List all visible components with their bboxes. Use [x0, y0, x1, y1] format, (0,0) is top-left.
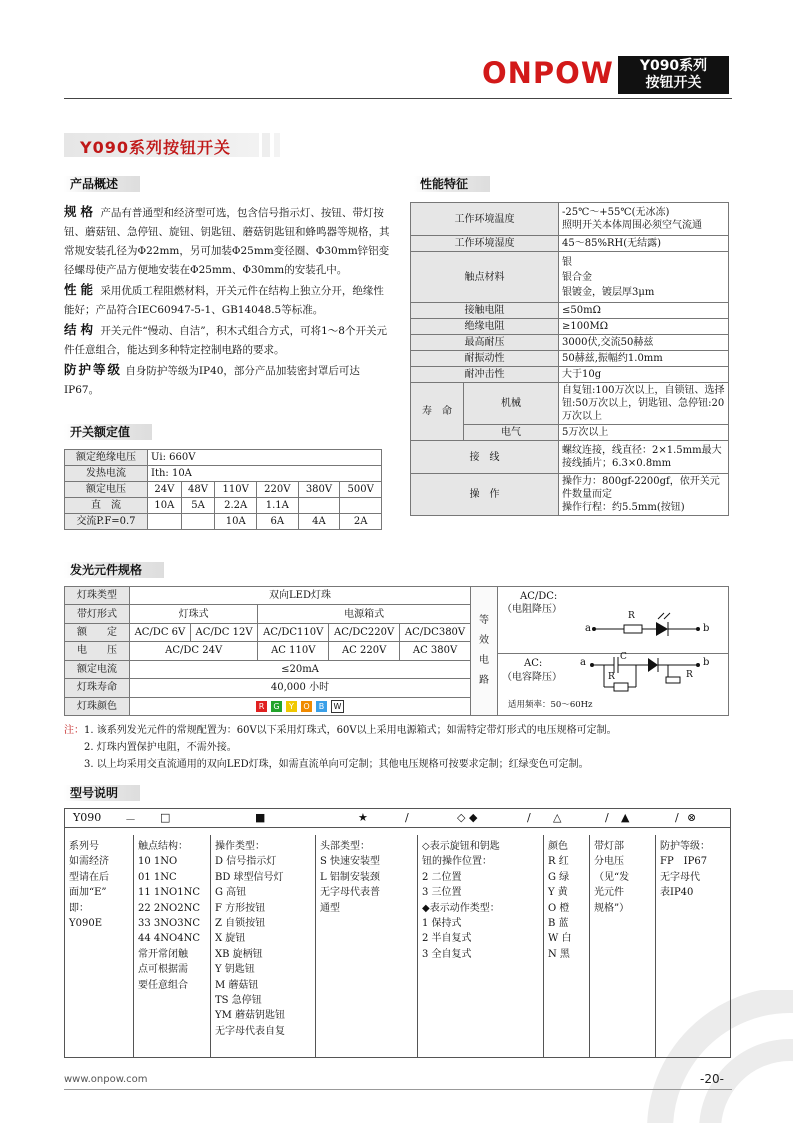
- model-line: 系列号: [69, 841, 99, 852]
- model-column: [65, 835, 133, 1057]
- model-line: 如需经济: [69, 856, 109, 868]
- cell: 操作力：800gf-2200gf，依开关元件数量而定 操作行程：约5.5mm(按钮): [559, 474, 729, 516]
- cell: 额定电流: [65, 660, 130, 678]
- color-swatch: B: [316, 701, 327, 712]
- model-line: 触点结构：: [138, 841, 188, 852]
- model-line: 型请在后: [69, 871, 109, 883]
- cell: AC/DC 6V: [130, 623, 191, 641]
- model-line: XB 旋柄钮: [215, 948, 263, 960]
- cell: 110V: [215, 482, 257, 498]
- model-line: 22 2NO2NC: [138, 902, 200, 914]
- code-symbol: Y090: [73, 811, 102, 824]
- series-line2: 按钮开关: [645, 75, 702, 91]
- circuit-1-b: b: [703, 623, 710, 634]
- model-line: F 方形按钮: [215, 902, 266, 914]
- cell: Ui: 660V: [148, 450, 382, 466]
- item-label: 规格: [64, 204, 98, 219]
- code-symbol: ★: [358, 811, 368, 824]
- model-line: 带灯部: [594, 841, 624, 852]
- code-symbol: /: [675, 811, 679, 824]
- note-text: 1. 该系列发光元件的常规配置为：60V以下采用灯珠式，60V以上采用电源箱式；如需特定带灯形式的电压规格可定制。: [84, 725, 617, 736]
- cell: 接触电阻: [411, 303, 559, 319]
- overview-item: [64, 320, 390, 360]
- cell: 交流P.F=0.7: [65, 514, 148, 530]
- code-symbol: /: [405, 811, 409, 824]
- model-line: N 黑: [548, 948, 570, 960]
- model-line: 头部类型：: [320, 841, 370, 852]
- code-symbol: ■: [255, 811, 266, 824]
- cell: 220V: [257, 482, 299, 498]
- cell: 接 线: [411, 441, 559, 474]
- cell: 500V: [340, 482, 382, 498]
- freq-note: 适用频率：50～60Hz: [508, 700, 593, 710]
- cell: AC/DC220V: [329, 623, 400, 641]
- cell: 发热电流: [65, 466, 148, 482]
- model-line: S 快速安装型: [320, 856, 381, 868]
- model-line: G 绿: [548, 871, 570, 883]
- resistor-led-circuit: [588, 607, 718, 647]
- model-line: 2 二位置: [422, 871, 462, 883]
- cell: AC/DC 12V: [190, 623, 258, 641]
- circuit-1-title: AC/DC:: [520, 591, 558, 602]
- cell: 螺纹连接，线直径：2×1.5mm最大 接线插片；6.3×0.8mm: [559, 441, 729, 474]
- model-line: 表IP40: [660, 887, 694, 899]
- cell: 5万次以上: [559, 425, 729, 441]
- cell: 6A: [257, 514, 299, 530]
- model-line: D 信号指示灯: [215, 856, 277, 868]
- model-line: 操作类型：: [215, 841, 265, 852]
- cell: [340, 498, 382, 514]
- code-symbol: ▲: [621, 811, 630, 824]
- cell: 灯珠颜色: [65, 697, 130, 715]
- model-line: 2 半自复式: [422, 933, 472, 945]
- model-line: G 高钮: [215, 887, 247, 899]
- model-line: W 白: [548, 933, 572, 945]
- model-line: BD 球型信号灯: [215, 871, 284, 883]
- model-line: Y 钥匙钮: [215, 964, 255, 976]
- footer-url[interactable]: www.onpow.com: [64, 1074, 148, 1085]
- model-line: 钮的操作位置：: [422, 856, 492, 868]
- code-symbol: /: [605, 811, 609, 824]
- model-line: 点可根据需: [138, 964, 188, 976]
- cell: 触点材料: [411, 252, 559, 303]
- item-text: 自身防护等级为IP40，部分产品加装密封罩后可达IP67。: [64, 365, 360, 396]
- model-line: 分电压: [594, 856, 624, 868]
- title-bar-accent: [262, 133, 270, 157]
- circuit-2-b: b: [703, 657, 710, 668]
- cell: 45～85%RH(无结露): [559, 236, 729, 252]
- cell: ≥100MΩ: [559, 319, 729, 335]
- circuit-1-r: R: [628, 611, 635, 621]
- cell: 10A: [148, 498, 182, 514]
- model-line: 无字母代表普: [320, 887, 380, 899]
- cell: Ith: 10A: [148, 466, 382, 482]
- model-line: M 蘑菇钮: [215, 979, 259, 991]
- circuit-2-title: AC:: [524, 658, 543, 669]
- cell: 40,000 小时: [130, 679, 471, 697]
- cell: 机械: [464, 383, 559, 425]
- model-line: 防护等级：: [660, 841, 710, 852]
- model-column: [210, 835, 315, 1057]
- model-line: Y 黄: [548, 887, 568, 899]
- model-line: O 橙: [548, 902, 570, 914]
- code-symbol: －: [125, 813, 136, 826]
- note-prefix: 注：: [64, 725, 84, 736]
- item-text: 采用优质工程阻燃材料，开关元件在结构上独立分开，绝缘性能好；产品符合IEC60947-5-1、GB14048.5等标准。: [64, 285, 384, 316]
- cell: AC 380V: [400, 642, 471, 660]
- cell: 耐振动性: [411, 351, 559, 367]
- circuit-2: [498, 653, 728, 715]
- cell: 3000伏,交流50赫兹: [559, 335, 729, 351]
- item-label: 防护等级: [64, 362, 123, 377]
- code-symbol: □: [160, 811, 171, 824]
- cell: 大于10g: [559, 367, 729, 383]
- code-symbol: △: [553, 811, 562, 824]
- model-line: X 旋钮: [215, 933, 246, 945]
- series-line1: Y090系列: [639, 58, 708, 74]
- model-line: 3 三位置: [422, 887, 462, 899]
- cell: ≤50mΩ: [559, 303, 729, 319]
- model-column: [315, 835, 417, 1057]
- cell: 380V: [298, 482, 340, 498]
- led-table: [64, 586, 729, 716]
- overview-item: [64, 360, 390, 400]
- note-2: 2. 灯珠内置保护电阻，不需外接。: [84, 742, 237, 753]
- circuit-1-sub: （电阻降压）: [502, 604, 562, 615]
- model-line: 33 3NO3NC: [138, 918, 200, 930]
- cell: 2.2A: [215, 498, 257, 514]
- circuit-1: [498, 587, 728, 654]
- cell: [181, 514, 215, 530]
- cell: 耐冲击性: [411, 367, 559, 383]
- perf-table: [410, 202, 729, 516]
- model-table: [64, 808, 731, 1058]
- circuit-2-r: R: [608, 672, 615, 682]
- cell: 带灯形式: [65, 605, 130, 623]
- cell: 绝缘电阻: [411, 319, 559, 335]
- model-line: 11 1NO1NC: [138, 887, 200, 899]
- cell: AC/DC110V: [258, 623, 329, 641]
- cell: AC 110V: [258, 642, 329, 660]
- cell: AC 220V: [329, 642, 400, 660]
- cell: 工作环境温度: [411, 203, 559, 236]
- model-line: B 蓝: [548, 918, 569, 930]
- model-line: 44 4NO4NC: [138, 933, 200, 945]
- cell: 灯珠式: [130, 605, 258, 623]
- code-symbol: ◇ ◆: [457, 811, 478, 824]
- notes: [64, 722, 744, 773]
- model-line: 要任意组合: [138, 979, 188, 991]
- cell: 24V: [148, 482, 182, 498]
- cell: 48V: [181, 482, 215, 498]
- model-line: Y090E: [69, 918, 102, 930]
- title-bar-accent: [274, 133, 280, 157]
- code-symbol: ⊗: [687, 811, 697, 824]
- cell: 工作环境湿度: [411, 236, 559, 252]
- cell: 2A: [340, 514, 382, 530]
- circuit-2-r2: R: [686, 670, 693, 680]
- model-line: Z 自锁按钮: [215, 918, 266, 930]
- cell: [148, 514, 182, 530]
- circuit-1-a: a: [585, 623, 591, 634]
- cell: 10A: [215, 514, 257, 530]
- cell: 灯珠类型: [65, 587, 130, 605]
- model-line: ◆表示动作类型：: [422, 902, 500, 914]
- model-line: FP IP67: [660, 856, 708, 868]
- circuit-2-sub: （电容降压）: [502, 672, 562, 683]
- onpow-logo: ONPOW: [482, 56, 614, 90]
- cell: AC/DC 24V: [130, 642, 258, 660]
- model-column: [417, 835, 543, 1057]
- model-line: （见“发: [594, 871, 630, 883]
- model-line: 01 1NC: [138, 871, 177, 883]
- overview-item: [64, 280, 390, 320]
- model-line: 即：: [69, 902, 89, 914]
- eq-label-text: 等效电路: [479, 615, 489, 686]
- model-column: [133, 835, 210, 1057]
- circuit-cell: [498, 587, 729, 716]
- cell: 灯珠寿命: [65, 679, 130, 697]
- cell: 直 流: [65, 498, 148, 514]
- page-number: -20-: [700, 1072, 724, 1086]
- model-line: 面加“E”: [69, 887, 107, 899]
- rating-table: [64, 449, 382, 530]
- cell: 寿 命: [411, 383, 464, 441]
- model-line: 无字母代: [660, 871, 700, 883]
- item-text: 开关元件“慢动、自洁”，积木式组合方式，可将1～8个开关元件任意组合，能达到多种特定控制电路的要求。: [64, 325, 387, 356]
- eq-label: [471, 587, 498, 716]
- circuit-2-a: a: [580, 657, 586, 668]
- cell: 电气: [464, 425, 559, 441]
- header-divider: [64, 98, 732, 99]
- footer-divider: [64, 1089, 732, 1090]
- cell: 最高耐压: [411, 335, 559, 351]
- color-swatches: [130, 697, 471, 715]
- cell: 电源箱式: [258, 605, 471, 623]
- item-text: 产品有普通型和经济型可选，包含信号指示灯、按钮、带灯按钮、蘑菇钮、急停钮、旋钮、钥匙钮、蘑菇钥匙钮和蜂鸣器等规格，其常规安装孔径为Φ22mm，另可加装Φ25mm变径圈、Φ30mm锌铝变径螺母使产品方便地安装在Φ25mm、Φ30mm的安装孔中。: [64, 207, 390, 276]
- item-label: 结构: [64, 322, 98, 337]
- capacitor-led-circuit: [586, 655, 716, 699]
- model-line: 通型: [320, 902, 340, 914]
- model-line: R 红: [548, 856, 569, 868]
- color-swatch: W: [331, 700, 344, 713]
- cell: [298, 498, 340, 514]
- color-swatch: R: [256, 701, 267, 712]
- overview-text: [64, 202, 390, 400]
- section-perf: 性能特征: [414, 176, 490, 192]
- model-line: YM 蘑菇钥匙钮: [215, 1010, 286, 1022]
- model-line: TS 急停钮: [215, 995, 262, 1007]
- cell: 4A: [298, 514, 340, 530]
- cell: AC/DC380V: [400, 623, 471, 641]
- model-line: 10 1NO: [138, 856, 178, 868]
- cell: 额 定: [65, 623, 130, 641]
- item-label: 性能: [64, 282, 98, 297]
- cell: 额定绝缘电压: [65, 450, 148, 466]
- code-symbol: /: [527, 811, 531, 824]
- model-line: 常开常闭触: [138, 948, 188, 960]
- section-led: 发光元件规格: [64, 562, 164, 578]
- section-rating: 开关额定值: [64, 424, 152, 440]
- note-1: [64, 722, 744, 739]
- color-swatch: G: [271, 701, 282, 712]
- model-column: [543, 835, 589, 1057]
- model-line: 无字母代表自复: [215, 1025, 285, 1037]
- model-line: 3 全自复式: [422, 948, 472, 960]
- cell: 额定电压: [65, 482, 148, 498]
- color-swatch: O: [301, 701, 312, 712]
- cell: 50赫兹,振幅约1.0mm: [559, 351, 729, 367]
- cell: 操 作: [411, 474, 559, 516]
- model-column: [655, 835, 730, 1057]
- model-line: 光元件: [594, 887, 624, 899]
- cell: 自复钮:100万次以上，自锁钮、选择钮:50万次以上，钥匙钮、急停钮:20万次以上: [559, 383, 729, 425]
- cell: ≤20mA: [130, 660, 471, 678]
- model-line: ◇表示旋钮和钥匙: [422, 841, 500, 852]
- model-column: [589, 835, 655, 1057]
- circuit-2-c: C: [620, 652, 627, 662]
- page-title: Y090系列按钮开关: [80, 138, 231, 157]
- section-model: 型号说明: [64, 785, 140, 801]
- cell: 1.1A: [257, 498, 299, 514]
- color-swatch: Y: [286, 701, 297, 712]
- model-line: L 铝制安装颈: [320, 871, 380, 883]
- series-label: [618, 56, 729, 94]
- cell: 双向LED灯珠: [130, 587, 471, 605]
- note-3: 3. 以上均采用交直流通用的双向LED灯珠，如需直流单向可定制；其他电压规格可按要求定制；红绿变色可定制。: [84, 759, 589, 770]
- model-code: [65, 809, 730, 828]
- cell: 电 压: [65, 642, 130, 660]
- cell: 5A: [181, 498, 215, 514]
- section-overview: 产品概述: [64, 176, 140, 192]
- cell: 银 银合金 银镀金，镀层厚3μm: [559, 252, 729, 303]
- model-line: 1 保持式: [422, 918, 462, 930]
- overview-item: [64, 202, 390, 280]
- model-line: 规格”）: [594, 902, 630, 914]
- cell: -25℃～+55℃(无冰冻) 照明开关本体周围必须空气流通: [559, 203, 729, 236]
- model-line: 颜色: [548, 841, 568, 852]
